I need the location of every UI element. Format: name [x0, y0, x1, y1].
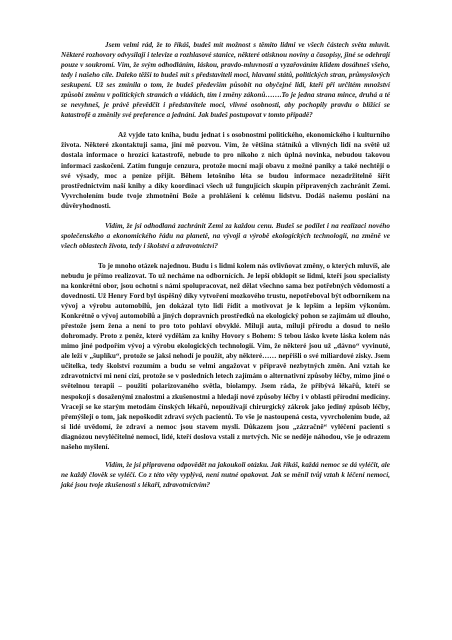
question-paragraph-2: Vidím, že jsi odhodlaná zachránit Zemi za každou cenu. Budeš se podílet i na realizaci nového společenského a ekonomického řádu na planetě, na vývoji a výrobě ekologických technologií, na změně ve všech oblastech života, tedy i školství a zdravotnictví?	[61, 221, 390, 250]
answer-paragraph-1: Až vyjde tato kniha, budu jednat i s osobnostmi politického, ekonomického i kulturního života. Některé zkontaktuji sama, jiní mě pozvou. Vím, že většina státníků a vlivných lidí na světě už dostala informace o hrozící katastrofě, nebude to pro nikoho z nich úplná novinka, nebudou takovou informaci zaskočeni. Zatím funguje cenzura, protože mocní mají obavu z možné paniky a také nechtějí o své výsady, moc a peníze přijít. Během letošního léta se budou informace nezadržitelně šířit prostřednictvím naší knihy a díky koordinaci všech už fungujících skupin připravených zachránit Zemi. Vyvrcholením bude tvoje zhmotnění Bože a prohlášení k celému lidstvu. Dodáš našemu poslání na důvěryhodnosti.	[61, 131, 390, 210]
question-paragraph-1: Jsem velmi rád, že to říkáš, budeš mít možnost s těmito lidmi ve všech částech světa mluvit. Některé rozhovory odvysílají i televize a rozhlasové stanice, některé otisknou noviny a časopisy, jiné se odehrají pouze v soukromí. Vím, že svým odhodláním, láskou, pravdo-mluvností a vyzařováním klidem dosáhneš všeho, tedy i našeho cíle. Daleko těžší to budeš mít s představiteli moci, hlavami států, politických stran, průmyslových seskupení. Už ses zmínila o tom, že budeš především působit na obyčejné lidi, kteří při určitém množství způsobí změnu v politických stranách a vládách, tím i změny zákonů…….To je jedna strana mince, druhá a té se nevyhneš, je právě převědčit i představitele moci, vlivné osobnosti, aby pochopily pravdu o blížící se katastrofě a změnily své preference a jednání. Jak budeš postupovat v tomto případě?	[61, 41, 390, 120]
question-paragraph-3: Vidím, že jsi připravena odpovědět na jakoukoli otázku. Jak říkáš, každá nemoc se dá vyléčit, ale ne každý člověk se vyléčí. Co z této věty vyplývá, není nutné opakovat. Jak se měnil tvůj vztah k léčení nemocí, jaké jsou tvoje zkušenosti s lékaři, zdravotnictvím?	[61, 460, 390, 489]
answer-paragraph-2: To je mnoho otázek najednou. Budu i s lidmi kolem nás ovlivňovat změny, o kterých mluvíš, ale nebudu je přímo realizovat. To už necháme na odbornících. Je lepší obklopit se lidmi, kteří jsou specialisty na konkrétní obor, jsou ochotni s námi spolupracovat, než dělat všechno sama bez potřebných vědomostí a dovedností. Už Henry Ford byl úspěšný díky vytvoření mozkového trustu, nepotřeboval být odborníkem na vývoj a výrobu automobilů, jen dokázal tyto lidi řídit a motivovat je k lepším a lepším výkonům. Konkrétně o vývoj automobilů a jiných dopravních prostředků na ekologický pohon se zajímám už dlouho, přestože jsem žena a není to pro toto pohlaví obvyklé. Miluji auta, miluji přírodu a dosud to nešlo dohromady. Proto z peněz, které vydělám za knihy Hovory s Bohem: S tebou lásko kvete láska kolem nás mimo jiné podpořím vývoj a výrobu ekologických technologií. Vím, že některé jsou už „dávno“ vyvinuté, ale leží v „šuplíku“, protože se jaksi nehodí je použít, aby některé…… nepřišli o své miliardové zisky. Jsem učitelka, tedy školství rozumím a budu se velmi angažovat v přípravě nezbytných změn. Ani vztah ke zdravotnictví mi není cizí, protože se v posledních letech zajímám o alternativní způsoby léčby, mimo jiné o světelnou terapii – použití polarizovaného světla, biolampy. Jsem ráda, že přibývá lékařů, kteří se nespokojí s dosaženými znalostmi a zkušenostmi a hledají nové způsoby léčby i v oblasti přírodní medicíny. Vracejí se ke starým metodám čínských lékařů, nepoužívají chirurgický zákrok jako jediný způsob léčby, přemýšlejí o tom, jak nepoškodit zdraví svých pacientů. To vše je nastoupená cesta, vyvrcholením bude, až si lidé uvědomí, že zdraví a nemoc jsou stavem mysli. Důkazem jsou „zázračně“ vyléčení pacienti s diagnózou nevyléčitelné nemoci, lidé, kteří doslova vstali z mrtvých. Nic se neděje náhodou, vše je odrazem našeho myšlení.	[61, 261, 390, 451]
